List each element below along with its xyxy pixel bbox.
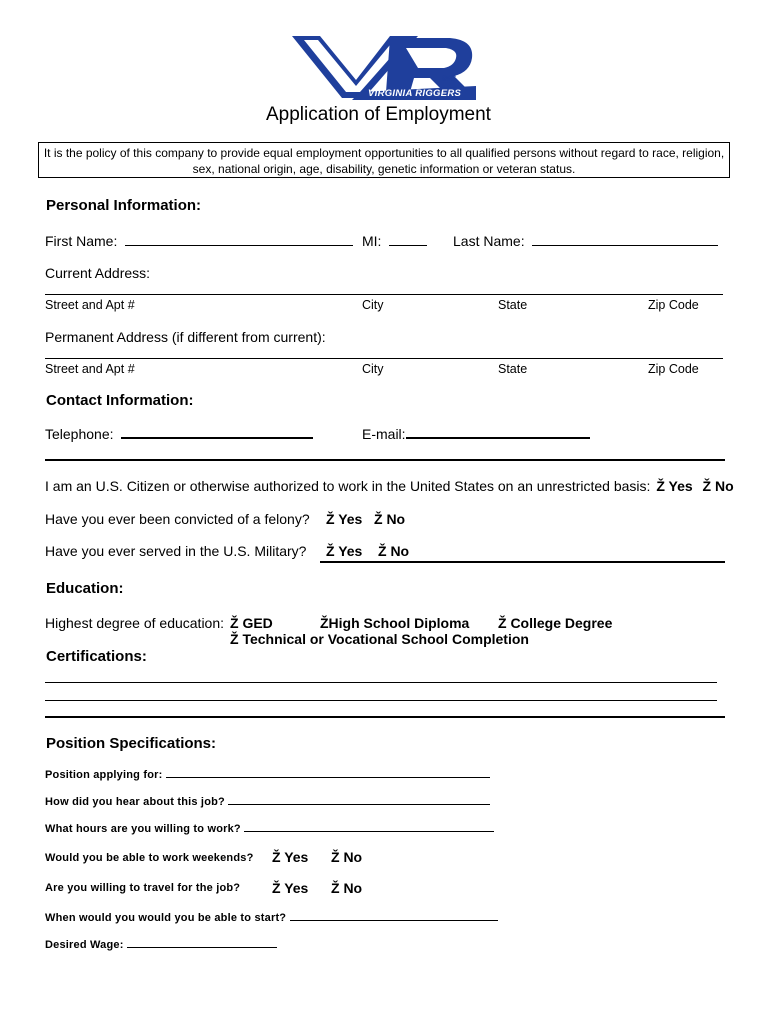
eeo-policy-box xyxy=(38,142,730,178)
company-logo xyxy=(290,34,482,102)
first-name-row xyxy=(45,233,353,249)
felony-no-checkbox[interactable]: Ž No xyxy=(374,511,406,527)
technical-school-checkbox[interactable]: Ž Technical or Vocational School Completion xyxy=(230,631,529,647)
travel-no-checkbox[interactable]: Ž No xyxy=(331,880,363,896)
permanent-city-label: City xyxy=(362,362,384,376)
ged-checkbox[interactable]: Ž GED xyxy=(230,615,273,631)
logo-inc: INC. xyxy=(442,74,458,83)
mi-field[interactable] xyxy=(389,245,427,246)
current-address-field[interactable] xyxy=(45,294,723,295)
hours-row xyxy=(45,821,494,835)
logo-company-name: VIRGINIA RIGGERS xyxy=(368,88,462,99)
email-label: E-mail: xyxy=(362,426,406,442)
applying-row xyxy=(45,767,490,781)
last-name-row xyxy=(453,233,718,249)
highest-degree-label: Highest degree of education: xyxy=(45,615,225,631)
start-label: When would you would you be able to start? xyxy=(45,912,287,924)
certifications-line-2[interactable] xyxy=(45,700,717,701)
military-question: Have you ever served in the U.S. Military? xyxy=(45,543,307,559)
travel-yes-checkbox[interactable]: Ž Yes xyxy=(272,880,309,896)
felony-yes-checkbox[interactable]: Ž Yes xyxy=(326,511,363,527)
mi-row xyxy=(362,233,427,249)
last-name-label: Last Name: xyxy=(453,233,525,249)
education-heading: Education: xyxy=(46,580,124,597)
email-field[interactable] xyxy=(406,437,590,439)
hours-field[interactable] xyxy=(244,821,494,832)
position-heading: Position Specifications: xyxy=(46,735,217,752)
permanent-street-label: Street and Apt # xyxy=(45,362,135,376)
last-name-field[interactable] xyxy=(532,245,718,246)
first-name-label: First Name: xyxy=(45,233,118,249)
weekends-yes-checkbox[interactable]: Ž Yes xyxy=(272,849,309,865)
college-degree-checkbox[interactable]: Ž College Degree xyxy=(498,615,613,631)
first-name-field[interactable] xyxy=(125,245,353,246)
certifications-heading: Certifications: xyxy=(46,648,147,665)
start-field[interactable] xyxy=(290,910,498,921)
hear-row xyxy=(45,794,490,808)
current-address-label: Current Address: xyxy=(45,265,151,281)
personal-info-heading: Personal Information: xyxy=(46,197,202,214)
current-state-label: State xyxy=(498,298,528,312)
telephone-row xyxy=(45,426,313,442)
citizen-yes-checkbox[interactable]: Ž Yes xyxy=(656,478,693,494)
permanent-state-label: State xyxy=(498,362,528,376)
email-row xyxy=(362,426,590,442)
citizen-row xyxy=(45,478,734,494)
divider xyxy=(45,459,725,461)
hours-label: What hours are you willing to work? xyxy=(45,823,241,835)
start-row xyxy=(45,910,498,924)
permanent-address-field[interactable] xyxy=(45,358,723,359)
military-no-checkbox[interactable]: Ž No xyxy=(378,543,410,559)
applying-label: Position applying for: xyxy=(45,769,163,781)
wage-label: Desired Wage: xyxy=(45,939,124,951)
weekends-no-checkbox[interactable]: Ž No xyxy=(331,849,363,865)
eeo-policy-text: It is the policy of this company to provide equal employment opportunities to all qualified persons without regard to race, religion, sex, national origin, age, disability, genetic information or veteran status. xyxy=(43,146,725,176)
divider xyxy=(45,716,725,718)
weekends-question: Would you be able to work weekends? xyxy=(45,852,254,864)
travel-question: Are you willing to travel for the job? xyxy=(45,882,241,894)
telephone-label: Telephone: xyxy=(45,426,114,442)
contact-info-heading: Contact Information: xyxy=(46,392,194,409)
high-school-checkbox[interactable]: ŽHigh School Diploma xyxy=(320,615,470,631)
page-title: Application of Employment xyxy=(266,104,491,125)
military-yes-checkbox[interactable]: Ž Yes xyxy=(326,543,363,559)
wage-row xyxy=(45,937,277,951)
telephone-field[interactable] xyxy=(121,437,313,439)
hear-label: How did you hear about this job? xyxy=(45,796,225,808)
wage-field[interactable] xyxy=(127,937,277,948)
permanent-zip-label: Zip Code xyxy=(648,362,699,376)
current-zip-label: Zip Code xyxy=(648,298,699,312)
permanent-address-label: Permanent Address (if different from current): xyxy=(45,329,326,345)
citizen-no-checkbox[interactable]: Ž No xyxy=(702,478,734,494)
applying-field[interactable] xyxy=(166,767,490,778)
current-city-label: City xyxy=(362,298,384,312)
hear-field[interactable] xyxy=(228,794,490,805)
citizen-question: I am an U.S. Citizen or otherwise authorized to work in the United States on an unrestricted basis: xyxy=(45,478,651,494)
felony-question: Have you ever been convicted of a felony? xyxy=(45,511,310,527)
certifications-line-1[interactable] xyxy=(45,682,717,683)
mi-label: MI: xyxy=(362,233,382,249)
current-street-label: Street and Apt # xyxy=(45,298,135,312)
divider xyxy=(320,561,725,563)
